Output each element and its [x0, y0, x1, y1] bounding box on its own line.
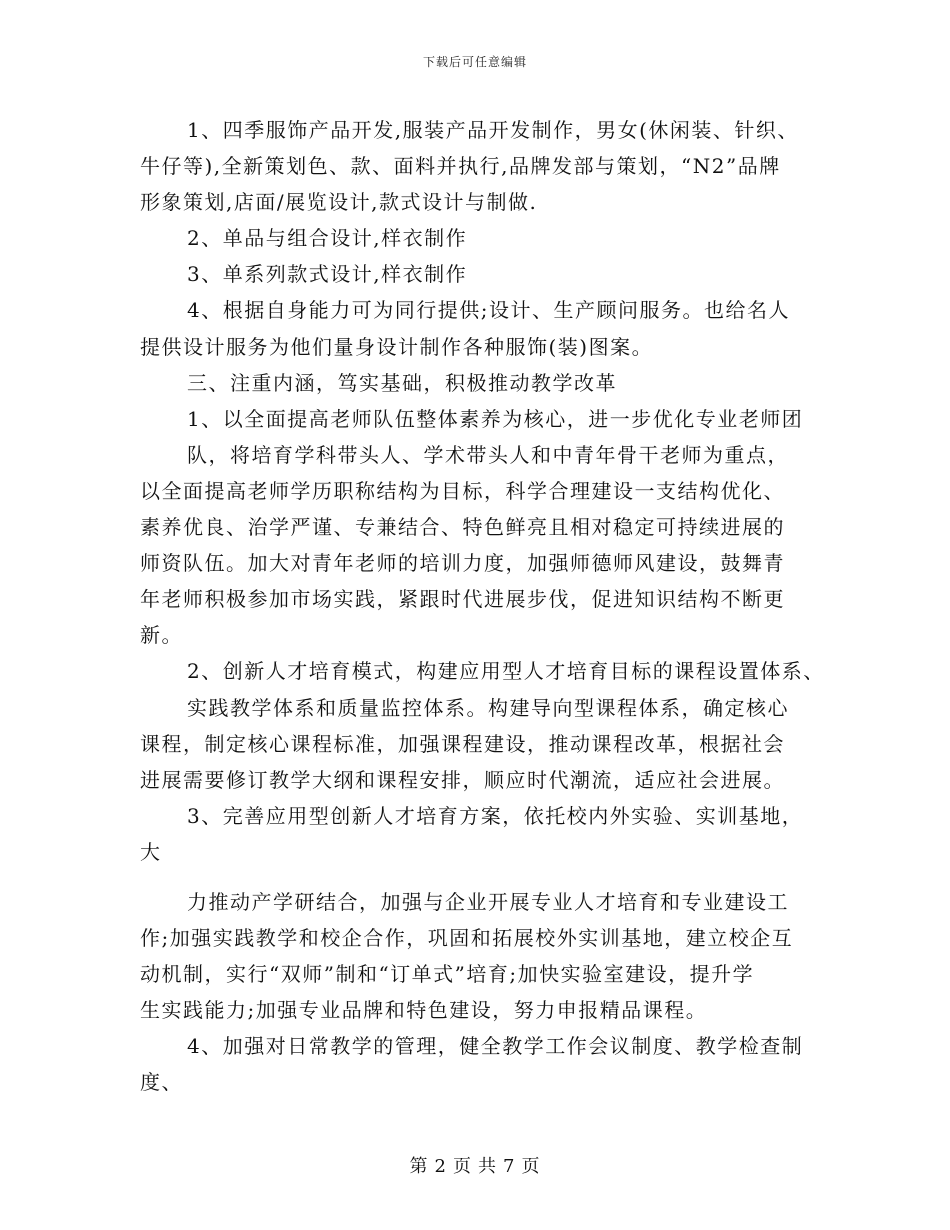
paragraph-line: 4、加强对日常教学的管理，健全教学工作会议制度、教学检查制 — [187, 1034, 804, 1059]
paragraph-line: 实践教学体系和质量监控体系。构建导向型课程体系，确定核心 — [187, 695, 789, 720]
paragraph-line: 提供设计服务为他们量身设计制作各种服饰(装)图案。 — [140, 334, 654, 359]
paragraph-line: 3、完善应用型创新人才培育方案，依托校内外实验、实训基地， — [187, 803, 804, 828]
paragraph-line: 度、 — [140, 1070, 183, 1095]
paragraph-line: 素养优良、治学严谨、专兼结合、特色鲜亮且相对稳定可持续进展的 — [140, 515, 785, 540]
paragraph-line: 生实践能力;加强专业品牌和特色建设，努力申报精品课程。 — [140, 998, 708, 1023]
footer-suffix: 页 — [521, 1156, 541, 1177]
paragraph-line: 动机制，实行“双师”制和“订单式”培育;加快实验室建设，提升学 — [140, 962, 755, 987]
footer-page-word: 页 — [453, 1156, 472, 1177]
footer-total-word: 共 — [478, 1156, 497, 1177]
paragraph-line: 队，将培育学科带头人、学术带头人和中青年骨干老师为重点， — [187, 442, 789, 467]
paragraph-line: 师资队伍。加大对青年老师的培训力度，加强师德师风建设，鼓舞青 — [140, 551, 785, 576]
paragraph-line: 以全面提高老师学历职称结构为目标，科学合理建设一支结构优化、 — [140, 478, 785, 503]
paragraph-line: 进展需要修订教学大纲和课程安排，顺应时代潮流，适应社会进展。 — [140, 767, 785, 792]
paragraph-line: 牛仔等),全新策划色、款、面料并执行,品牌发部与策划，“N2”品牌 — [140, 154, 781, 179]
current-page-number: 2 — [434, 1156, 447, 1177]
page-header: 下载后可任意编辑 — [422, 55, 527, 69]
document-body — [140, 112, 825, 1101]
section-heading: 三、注重内涵，笃实基础，积极推动教学改革 — [187, 370, 617, 395]
paragraph-line: 2、创新人才培育模式，构建应用型人才培育目标的课程设置体系、 — [187, 659, 825, 684]
paragraph-line: 课程，制定核心课程标准，加强课程建设，推动课程改革，根据社会 — [140, 731, 785, 756]
paragraph-line: 作;加强实践教学和校企合作，巩固和拓展校外实训基地，建立校企互 — [140, 926, 794, 951]
paragraph-line: 力推动产学研结合，加强与企业开展专业人才培育和专业建设工 — [187, 889, 789, 914]
paragraph-line: 1、四季服饰产品开发,服装产品开发制作，男女(休闲装、针织、 — [187, 118, 799, 142]
paragraph-line: 年老师积极参加市场实践，紧跟时代进展步伐，促进知识结构不断更 — [140, 587, 785, 612]
paragraph-line: 2、单品与组合设计,样衣制作 — [187, 226, 468, 251]
paragraph-line: 1、以全面提高老师队伍整体素养为核心，进一步优化专业老师团 — [187, 406, 804, 431]
total-page-number: 7 — [503, 1156, 516, 1177]
page-footer — [0, 1152, 950, 1178]
paragraph-line: 形象策划,店面/展览设计,款式设计与制做. — [140, 190, 538, 215]
footer-prefix: 第 — [409, 1156, 429, 1177]
paragraph-line: 4、根据自身能力可为同行提供;设计、生产顾问服务。也给名人 — [187, 298, 790, 323]
paragraph-line: 3、单系列款式设计,样衣制作 — [187, 262, 468, 287]
paragraph-line: 大 — [140, 839, 162, 864]
paragraph-line: 新。 — [140, 623, 183, 648]
